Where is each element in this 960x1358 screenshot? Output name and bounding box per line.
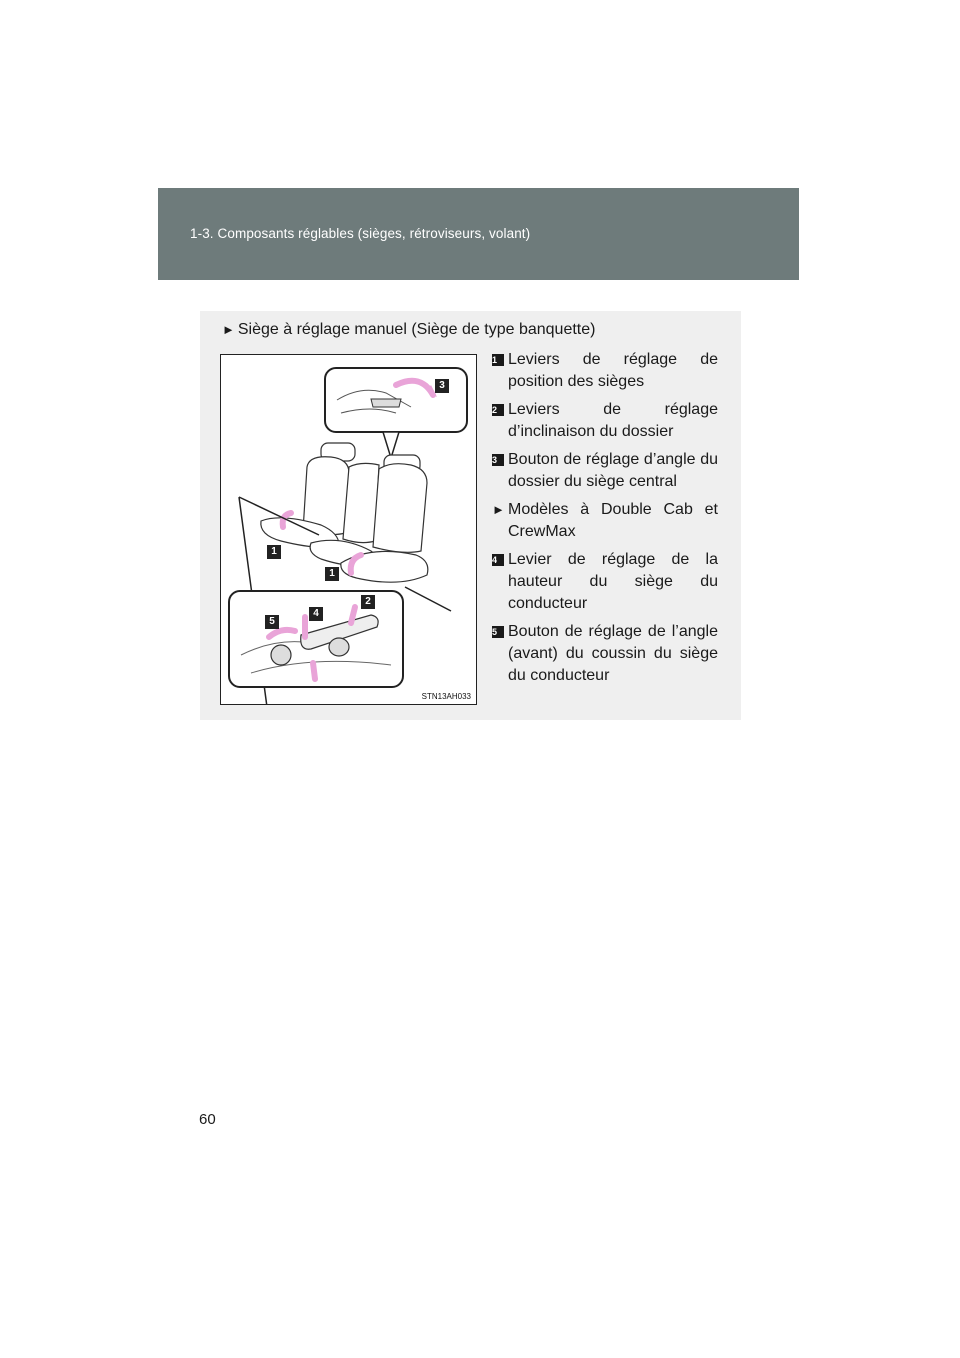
number-badge-icon: 1 <box>492 354 504 366</box>
number-badge-icon: 5 <box>492 626 504 638</box>
callout-1b: 1 <box>325 567 339 581</box>
legend-item <box>492 349 718 393</box>
chapter-header-band <box>158 188 799 280</box>
triangle-bullet-icon: ► <box>222 322 235 337</box>
callout-3: 3 <box>435 379 449 393</box>
sub-heading-text: Modèles à Double Cab et CrewMax <box>508 501 718 540</box>
callout-1a: 1 <box>267 545 281 559</box>
legend-item-text: Bouton de réglage d’angle du dossier du siège central <box>508 451 718 490</box>
callout-5: 5 <box>265 615 279 629</box>
callout-2: 2 <box>361 595 375 609</box>
seat-illustration <box>220 354 477 705</box>
legend-item <box>492 399 718 443</box>
number-badge-icon: 3 <box>492 454 504 466</box>
seat-drawing <box>221 355 476 704</box>
legend-item-text: Leviers de réglage de position des sièges <box>508 351 718 390</box>
content-box <box>200 311 741 720</box>
inset-top-pointer <box>383 432 399 458</box>
section-heading <box>222 321 595 339</box>
chapter-title: 1-3. Composants réglables (sièges, rétroviseurs, volant) <box>190 226 531 241</box>
legend-item-text: Bouton de réglage de l’angle (avant) du coussin du siège du conducteur <box>508 623 718 684</box>
legend-list <box>492 349 718 693</box>
callout-4: 4 <box>309 607 323 621</box>
number-badge-icon: 2 <box>492 404 504 416</box>
legend-item-text: Leviers de réglage d’inclinaison du dossier <box>508 401 718 440</box>
section-heading-text: Siège à réglage manuel (Siège de type banquette) <box>237 321 596 338</box>
legend-item-text: Levier de réglage de la hauteur du siège du conducteur <box>508 551 718 612</box>
number-badge-icon: 4 <box>492 554 504 566</box>
legend-item <box>492 621 718 687</box>
figure-code: STN13AH033 <box>421 692 471 701</box>
legend-item <box>492 449 718 493</box>
triangle-bullet-icon: ► <box>492 502 505 517</box>
sub-heading <box>492 499 718 543</box>
legend-item <box>492 549 718 615</box>
page-number: 60 <box>199 1111 216 1128</box>
